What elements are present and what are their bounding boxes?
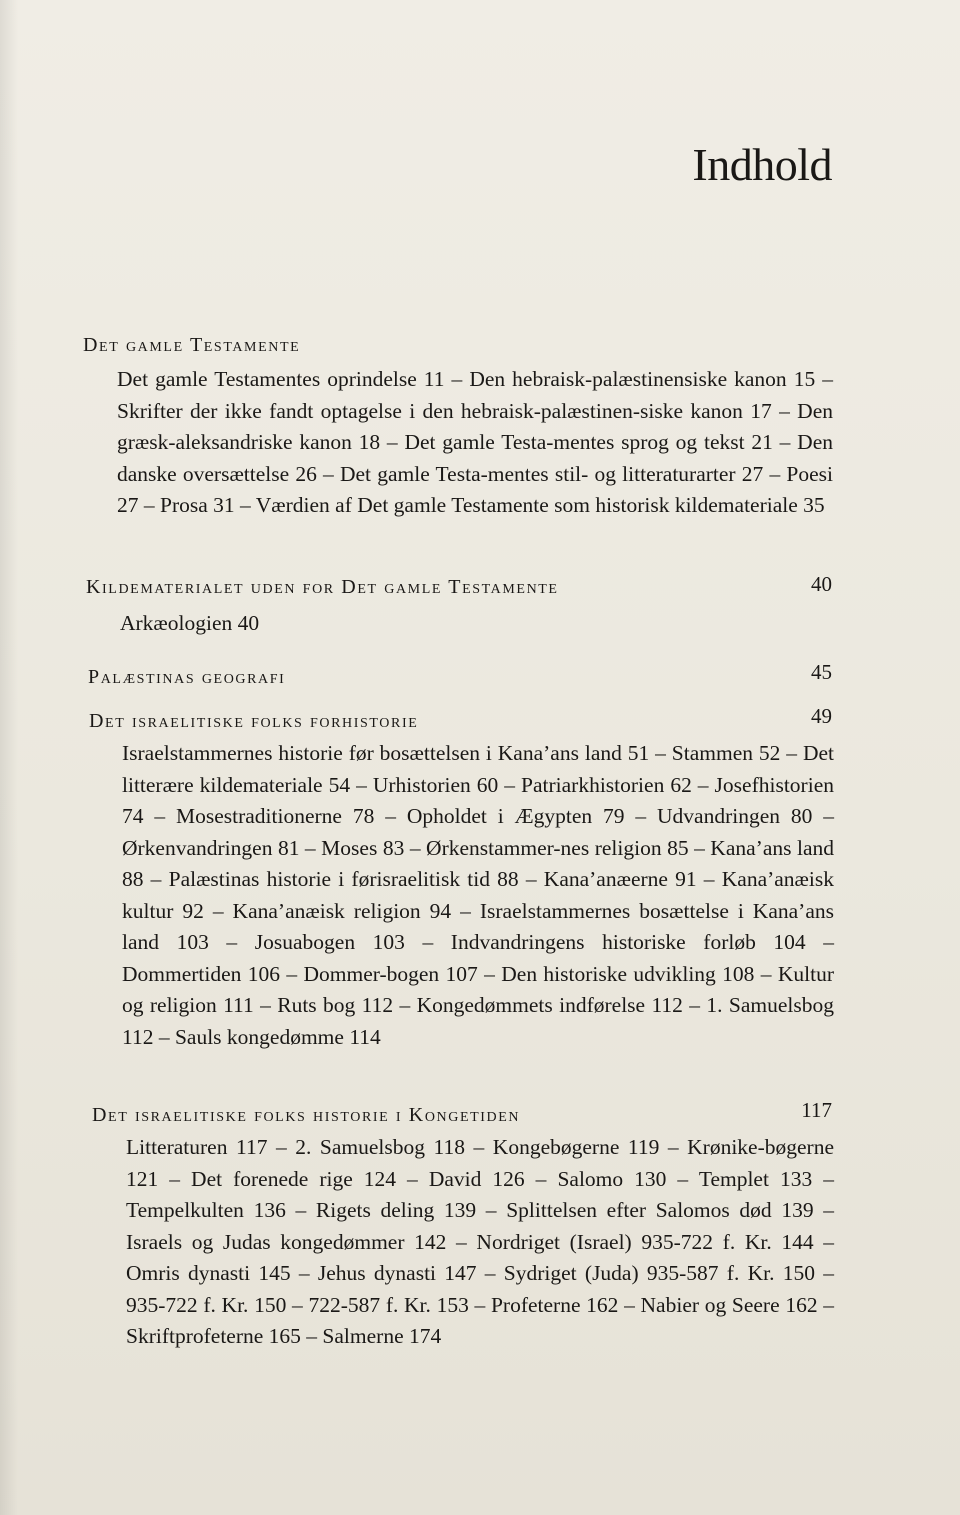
page-title: Indhold xyxy=(692,139,832,190)
toc-section xyxy=(0,572,960,635)
toc-section-entries: Litteraturen 117 – 2. Samuelsbog 118 – Kongebøgerne 119 – Krønike-bøgerne 121 – Det forenede rige 124 – David 126 – Salomo 130 – Templet 133 – Tempelkulten 136 – Rigets deling 139 – Splittelsen efter Salomos død 139 – Israels og Judas kongedømmer 142 – Nordriget (Israel) 935-722 f. Kr. 144 – Omris dynasti 145 – Jehus dynasti 147 – Sydriget (Juda) 935-587 f. Kr. 150 – 935-722 f. Kr. 150 – 722-587 f. Kr. 153 – Profeterne 162 – Nabier og Seere 162 – Skriftprofeterne 165 – Salmerne 174 xyxy=(126,1135,834,1348)
toc-section-page: 45 xyxy=(811,660,832,684)
toc-section-entries: Det gamle Testamentes oprindelse 11 – Den hebraisk-palæstinensiske kanon 15 – Skrifter der ikke fandt optagelse i den hebraisk-palæstinen-siske kanon 17 – Den græsk-aleksandriske kanon 18 – Det gamle Testa-mentes sprog og tekst 21 – Den danske oversættelse 26 – Det gamle Testa-mentes stil- og litteraturarter 27 – Poesi 27 – Prosa 31 – Værdien af Det gamle Testamente som historisk kildemateriale 35 xyxy=(117,367,833,517)
toc-section-page: 117 xyxy=(801,1098,832,1122)
toc-section xyxy=(0,334,960,517)
toc-section-entries: Israelstammernes historie før bosættelsen i Kana’ans land 51 – Stammen 52 – Det litterære kildemateriale 54 – Urhistorien 60 – Patriarkhistorien 62 – Josefhistorien 74 – Mosestraditionerne 78 – Opholdet i Ægypten 79 – Udvandringen 80 – Ørkenvandringen 81 – Moses 83 – Ørkenstammer-nes religion 85 – Kana’ans land 88 – Palæstinas historie i førisraelitisk tid 88 – Kana’anæerne 91 – Kana’anæisk kultur 92 – Kana’anæisk religion 94 – Israelstammernes bosættelse i Kana’ans land 103 – Josuabogen 103 – Indvandringens historiske forløb 104 – Dommertiden 106 – Dommer-bogen 107 – Den historiske udvikling 108 – Kultur og religion 111 – Ruts bog 112 – Kongedømmets indførelse 112 – 1. Samuelsbog 112 – Sauls kongedømme 114 xyxy=(122,741,834,1049)
toc-section-heading: Det israelitiske folks forhistorie xyxy=(89,710,419,732)
toc-section xyxy=(0,704,960,1049)
page-gutter-shadow xyxy=(0,0,18,1515)
toc-section-heading: Palæstinas geografi xyxy=(88,666,286,688)
toc-section-page: 49 xyxy=(811,704,832,728)
toc-section-heading: Kildematerialet uden for Det gamle Testamente xyxy=(86,576,559,598)
toc-section-entries: Arkæologien 40 xyxy=(120,611,260,635)
toc-section xyxy=(0,660,960,692)
toc-section-page: 40 xyxy=(811,572,832,596)
toc-section-heading: Det gamle Testamente xyxy=(83,334,301,356)
toc-section xyxy=(0,1098,960,1348)
toc-section-heading: Det israelitiske folks historie i Kongetiden xyxy=(92,1104,521,1126)
